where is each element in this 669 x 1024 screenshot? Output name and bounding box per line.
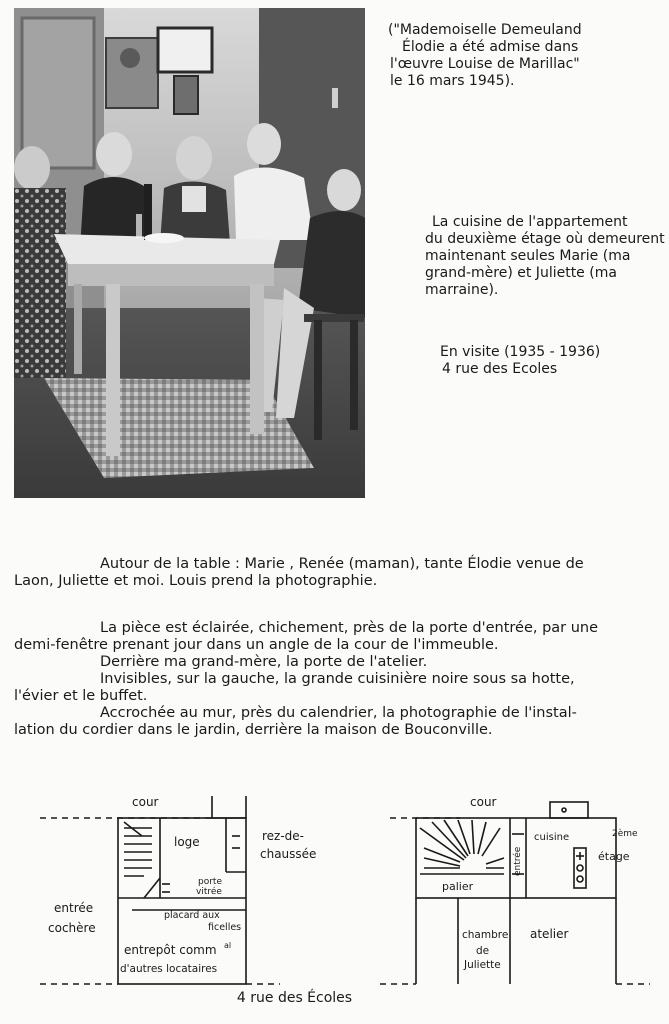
paragraph-line: Derrière ma grand-mère, la porte de l'atelier. <box>100 654 428 670</box>
caption-line: du deuxième étage où demeurent <box>425 231 665 247</box>
address-footer <box>0 990 669 1006</box>
caption-top-line: Élodie a été admise dans <box>402 39 579 55</box>
plan-ground-rez-2: chaussée <box>260 847 317 861</box>
caption-line: marraine). <box>425 282 499 298</box>
plan-ground-placard-1: placard aux <box>164 910 220 921</box>
paragraph-line: La pièce est éclairée, chichement, près de la porte d'entrée, par une <box>100 620 599 636</box>
paragraph-line: Laon, Juliette et moi. Louis prend la photographie. <box>14 573 378 589</box>
plan-second-etage-2: étage <box>598 850 630 863</box>
plan-second-palier: palier <box>442 880 474 893</box>
plan-ground-entrepot-sup: al <box>224 941 232 950</box>
family-kitchen-photo-icon <box>14 8 365 498</box>
floor-plans <box>40 788 650 1018</box>
plan-second-cuisine: cuisine <box>534 832 570 843</box>
plan-second-entree: entrée <box>513 846 523 876</box>
plan-second-etage-1: 2ème <box>612 829 638 839</box>
plan-second-chambre-2: de <box>476 945 490 957</box>
paragraph-line: Invisibles, sur la gauche, la grande cuisinière noire sous sa hotte, <box>100 671 575 687</box>
plan-second-chambre-3: Juliette <box>464 959 501 971</box>
plan-ground-porte-1: porte <box>198 877 222 887</box>
visit-line: 4 rue des Ecoles <box>442 361 558 377</box>
paragraph-line: lation du cordier dans le jardin, derrière la maison de Bouconville. <box>14 722 493 738</box>
paragraph-line: demi-fenêtre prenant jour dans un angle de la cour de l'immeuble. <box>14 637 499 653</box>
caption-line: grand-mère) et Juliette (ma <box>425 265 617 281</box>
caption-top-line: l'œuvre Louise de Marillac" <box>390 56 580 72</box>
caption-top-line: ("Mademoiselle Demeuland <box>388 22 582 38</box>
paragraph-table <box>14 556 664 590</box>
address-text: 4 rue des Écoles <box>236 990 353 1006</box>
photo-caption-description <box>425 214 665 299</box>
plan-ground-entree-2: cochère <box>48 921 96 935</box>
plan-ground-placard-2: ficelles <box>208 922 242 933</box>
plan-ground-entree-1: entrée <box>54 901 94 915</box>
floor-plan-diagram <box>40 788 650 1018</box>
plan-second-cour: cour <box>470 795 497 809</box>
paragraph-line: Accrochée au mur, près du calendrier, la photographie de l'instal- <box>100 705 577 721</box>
plan-ground-entrepot-2: d'autres locataires <box>120 963 218 975</box>
caption-line: La cuisine de l'appartement <box>432 214 628 230</box>
visit-line: En visite (1935 - 1936) <box>440 344 601 360</box>
plan-second-atelier: atelier <box>530 927 569 941</box>
plan-ground-rez-1: rez-de- <box>262 829 305 843</box>
plan-second-chambre-1: chambre <box>462 929 509 941</box>
caption-top-line: le 16 mars 1945). <box>390 73 515 89</box>
caption-line: maintenant seules Marie (ma <box>425 248 631 264</box>
paragraph-line: l'évier et le buffet. <box>14 688 148 704</box>
plan-ground-cour: cour <box>132 795 159 809</box>
photo-caption-top <box>388 22 658 90</box>
paragraph-room <box>14 620 664 739</box>
paragraph-line: Autour de la table : Marie , Renée (maman), tante Élodie venue de <box>100 556 584 572</box>
plan-ground-entrepot-1: entrepôt comm <box>124 943 217 957</box>
plan-ground-porte-2: vitrée <box>196 887 222 897</box>
kitchen-photograph <box>14 8 365 498</box>
plan-ground-loge: loge <box>174 835 200 849</box>
visit-caption <box>440 344 600 378</box>
